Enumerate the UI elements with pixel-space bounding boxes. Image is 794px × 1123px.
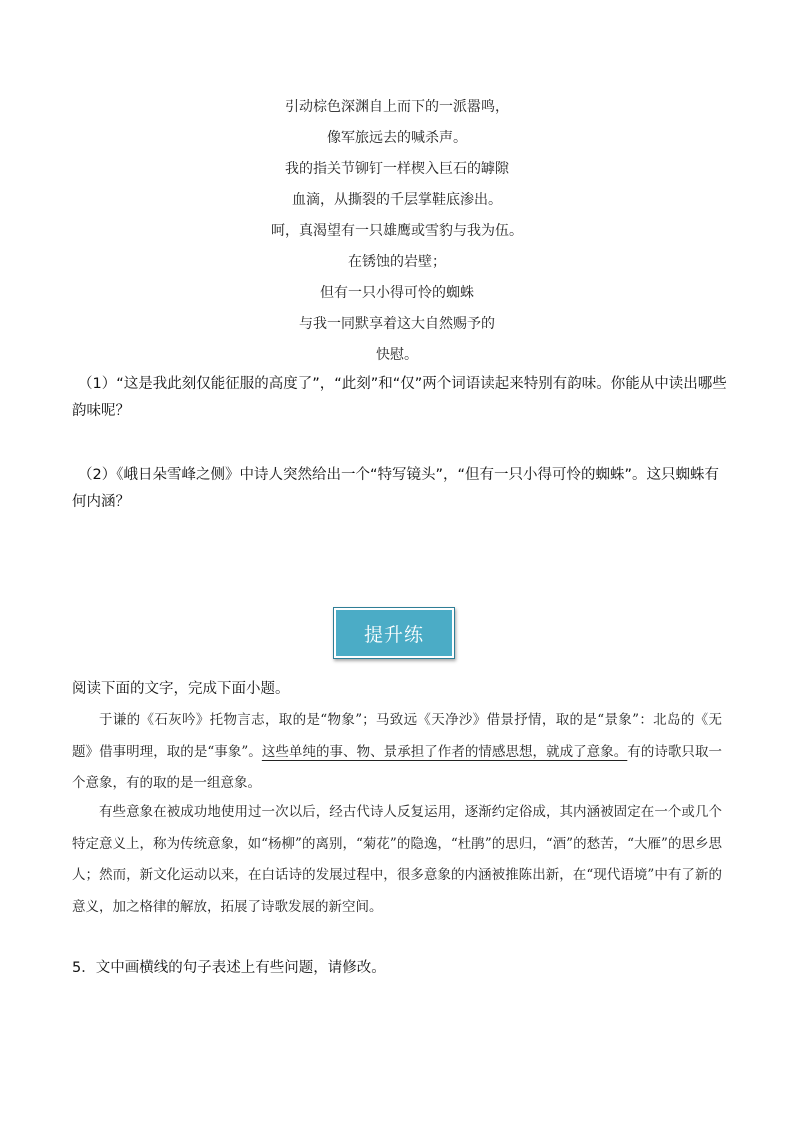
question-2 (72, 462, 727, 516)
poem-line: 引动棕色深渊自上而下的一派嚣鸣， (285, 99, 509, 115)
question-5: 5．文中画横线的句子表述上有些问题，请修改。 (72, 960, 386, 976)
poem-line: 快慰。 (376, 347, 418, 363)
poem-line: 我的指关节铆钉一样楔入巨石的罅隙 (285, 161, 509, 177)
poem-line: 呵，真渴望有一只雄鹰或雪豹与我为伍。 (271, 223, 523, 239)
passage-text: 于谦的《石灰吟》托物言志，取的是“物象”；马致远《天净沙》借景抒情，取的是“景象”：北岛的《无题》借事明理，取的是“事象”。 (72, 712, 722, 760)
poem-line: 在锈蚀的岩壁； (348, 254, 446, 270)
poem-line: 像军旅远去的喊杀声。 (327, 130, 467, 146)
poem-line: 血滴，从撕裂的千层掌鞋底渗出。 (292, 192, 502, 208)
passage-text: 有的诗歌只取一个意象，有的取的是一组意象。 (72, 743, 723, 791)
poem-line: 但有一只小得可怜的蜘蛛 (320, 285, 474, 301)
underlined-sentence: 这些单纯的事、物、景承担了作者的情感思想，就成了意象。 (261, 743, 628, 760)
section-banner (333, 607, 455, 659)
question-number: （1） (78, 376, 117, 392)
question-text: 《峨日朵雪峰之侧》中诗人突然给出一个“特写镜头”，“但有一只小得可怜的蜘蛛”。这只蜘蛛有何内涵？ (72, 467, 720, 510)
reading-instruction: 阅读下面的文字，完成下面小题。 (72, 681, 290, 697)
question-number: （2） (78, 467, 117, 483)
passage-paragraph-1 (72, 705, 722, 800)
passage-paragraph-2: 有些意象在被成功地使用过一次以后，经古代诗人反复运用，逐渐约定俗成，其内涵被固定在一个或几个特定意义上，称为传统意象，如“杨柳”的离别，“菊花”的隐逸，“杜鹃”的思归，“酒”的愁苦，“大雁”的思乡思人；然而，新文化运动以来，在白话诗的发展过程中，很多意象的内涵被推陈出新，在“现代语境”中有了新的意义，加之格律的解放，拓展了诗歌发展的新空间。 (72, 804, 722, 915)
question-text: “这是我此刻仅能征服的高度了”，“此刻”和“仅”两个词语读起来特别有韵味。你能从中读出哪些韵味呢？ (72, 376, 727, 419)
question-1 (72, 371, 727, 425)
section-banner-label: 提升练 (363, 623, 424, 646)
poem-excerpt (0, 92, 794, 371)
poem-line: 与我一同默享着这大自然赐予的 (299, 316, 495, 332)
